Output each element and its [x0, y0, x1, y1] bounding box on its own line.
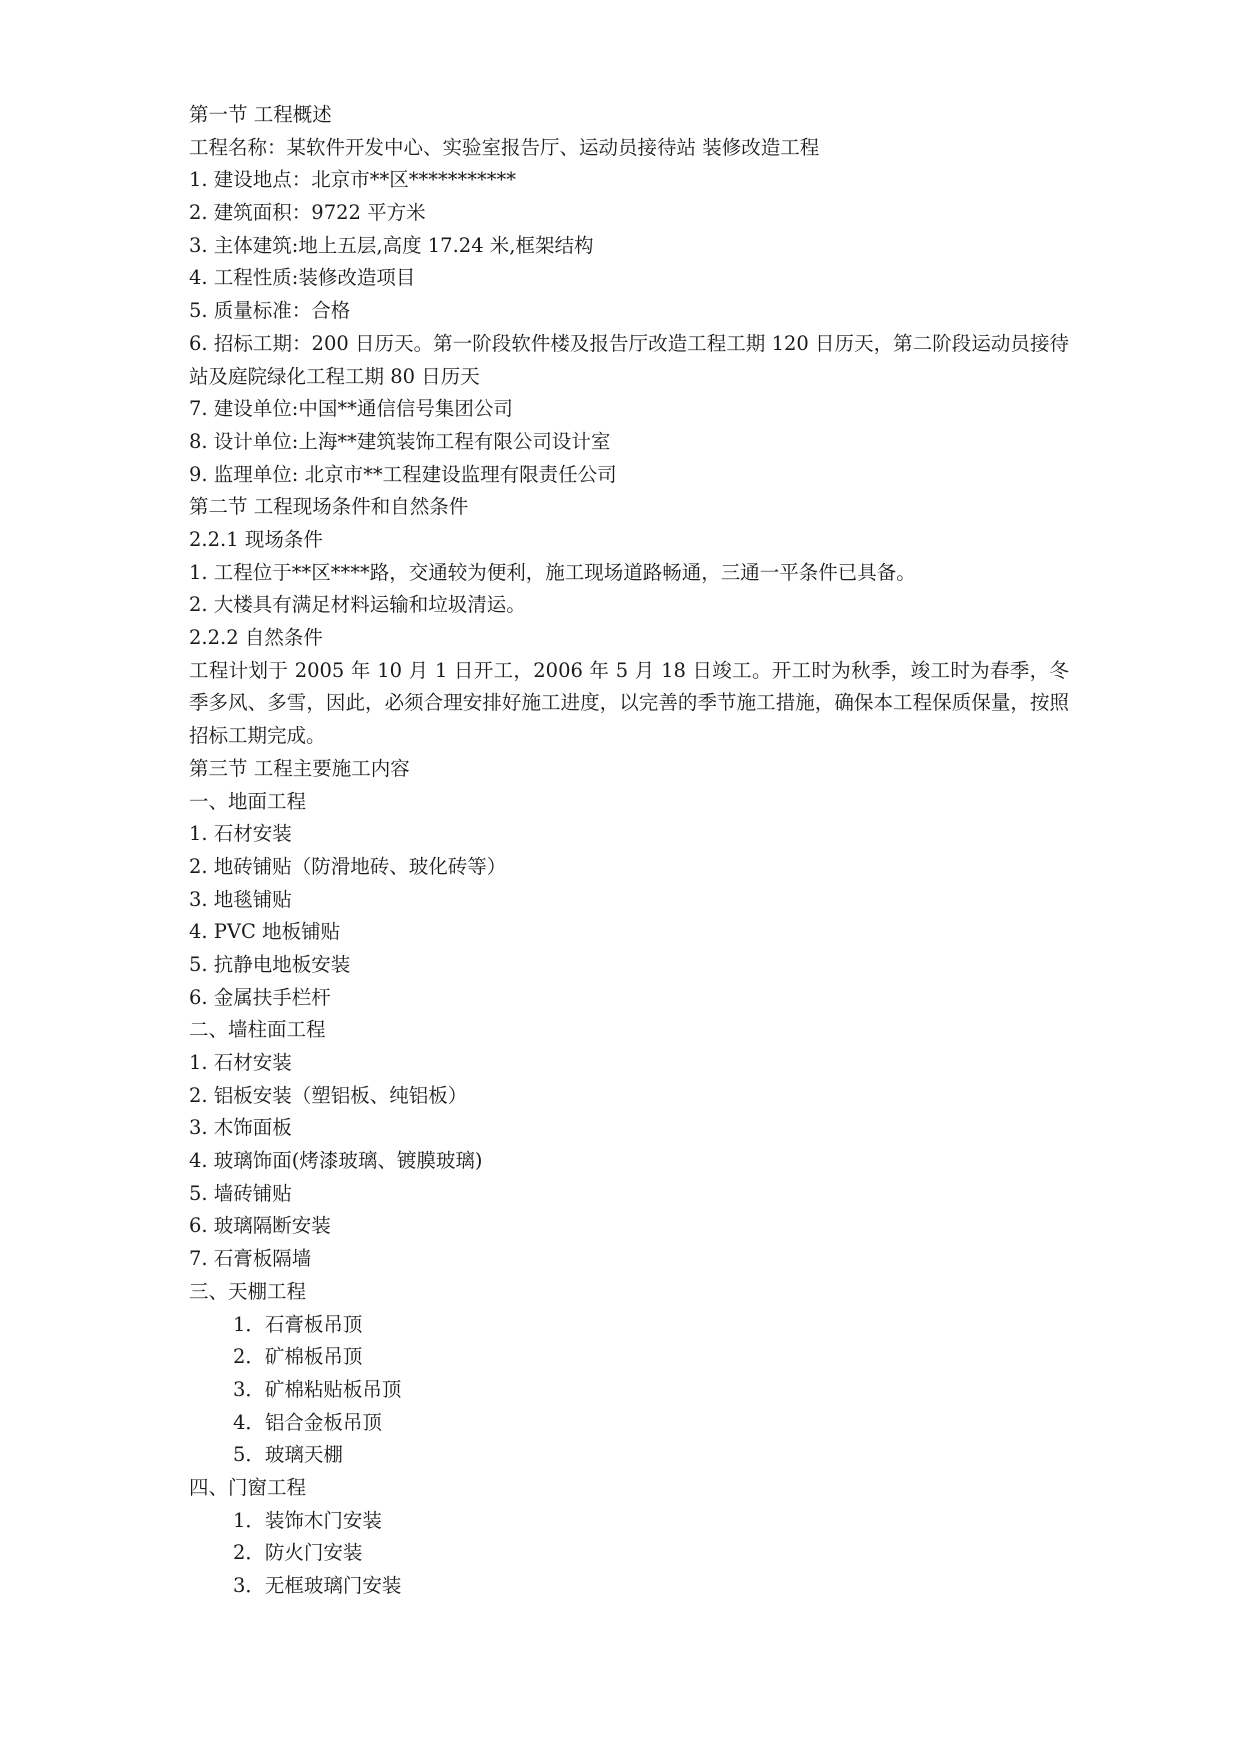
list-item: 3. 主体建筑:地上五层,高度 17.24 米,框架结构	[189, 233, 594, 257]
list-item: 6. 玻璃隔断安装	[189, 1214, 331, 1238]
list-item-paragraph: 6. 招标工期：200 日历天。第一阶段软件楼及报告厅改造工程工期 120 日历天，第二阶段运动员接待站及庭院绿化工程工期 80 日历天	[189, 331, 1069, 388]
list-item: 6. 金属扶手栏杆	[189, 985, 331, 1009]
list-item: 9. 监理单位: 北京市**工程建设监理有限责任公司	[189, 462, 617, 486]
list-item: 8. 设计单位:上海**建筑装饰工程有限公司设计室	[189, 429, 611, 453]
list-item: 7. 建设单位:中国**通信信号集团公司	[189, 397, 513, 421]
list-item: 1. 石材安装	[189, 1051, 292, 1075]
list-item-indented: 2．防火门安装	[233, 1541, 363, 1565]
section-heading: 第二节 工程现场条件和自然条件	[189, 495, 469, 519]
subheading: 2.2.2 自然条件	[189, 626, 323, 650]
list-item: 1. 石材安装	[189, 822, 292, 846]
subheading: 二、墙柱面工程	[189, 1018, 326, 1042]
project-name-line: 工程名称：某软件开发中心、实验室报告厅、运动员接待站 装修改造工程	[189, 135, 820, 159]
list-item-indented: 3．无框玻璃门安装	[233, 1574, 402, 1598]
list-item: 4. 工程性质:装修改造项目	[189, 266, 416, 290]
subheading: 一、地面工程	[189, 789, 307, 813]
section-heading: 第一节 工程概述	[189, 103, 332, 126]
list-item-indented: 5．玻璃天棚	[233, 1443, 343, 1467]
list-item: 5. 墙砖铺贴	[189, 1181, 292, 1205]
list-item-indented: 1．装饰木门安装	[233, 1508, 382, 1532]
list-item: 4. PVC 地板铺贴	[189, 920, 341, 944]
list-item: 7. 石膏板隔墙	[189, 1247, 312, 1271]
list-item: 1. 工程位于**区****路，交通较为便利，施工现场道路畅通，三通一平条件已具备。	[189, 560, 916, 584]
document-page	[189, 99, 1069, 1603]
list-item: 2. 地砖铺贴（防滑地砖、玻化砖等）	[189, 854, 507, 878]
body-paragraph: 工程计划于 2005 年 10 月 1 日开工，2006 年 5 月 18 日竣工。开工时为秋季，竣工时为春季，冬季多风、多雪，因此，必须合理安排好施工进度，以完善的季节施工措施，确保本工程保质保量，按照招标工期完成。	[189, 658, 1069, 748]
subheading: 2.2.1 现场条件	[189, 527, 323, 551]
list-item-indented: 4．铝合金板吊顶	[233, 1410, 382, 1434]
list-item: 4. 玻璃饰面(烤漆玻璃、镀膜玻璃)	[189, 1149, 483, 1173]
list-item: 3. 木饰面板	[189, 1116, 292, 1140]
subheading: 三、天棚工程	[189, 1279, 307, 1303]
list-item: 5. 质量标准：合格	[189, 299, 351, 323]
list-item: 2. 大楼具有满足材料运输和垃圾清运。	[189, 593, 526, 617]
list-item: 5. 抗静电地板安装	[189, 952, 351, 976]
list-item: 2. 铝板安装（塑铝板、纯铝板）	[189, 1083, 468, 1107]
list-item: 2. 建筑面积：9722 平方米	[189, 201, 426, 225]
section-heading: 第三节 工程主要施工内容	[189, 756, 410, 780]
list-item: 3. 地毯铺贴	[189, 887, 292, 911]
list-item-indented: 3．矿棉粘贴板吊顶	[233, 1377, 402, 1401]
subheading: 四、门窗工程	[189, 1475, 307, 1499]
list-item: 1. 建设地点：北京市**区***********	[189, 168, 517, 192]
list-item-indented: 1．石膏板吊顶	[233, 1312, 363, 1336]
list-item-indented: 2．矿棉板吊顶	[233, 1345, 363, 1369]
